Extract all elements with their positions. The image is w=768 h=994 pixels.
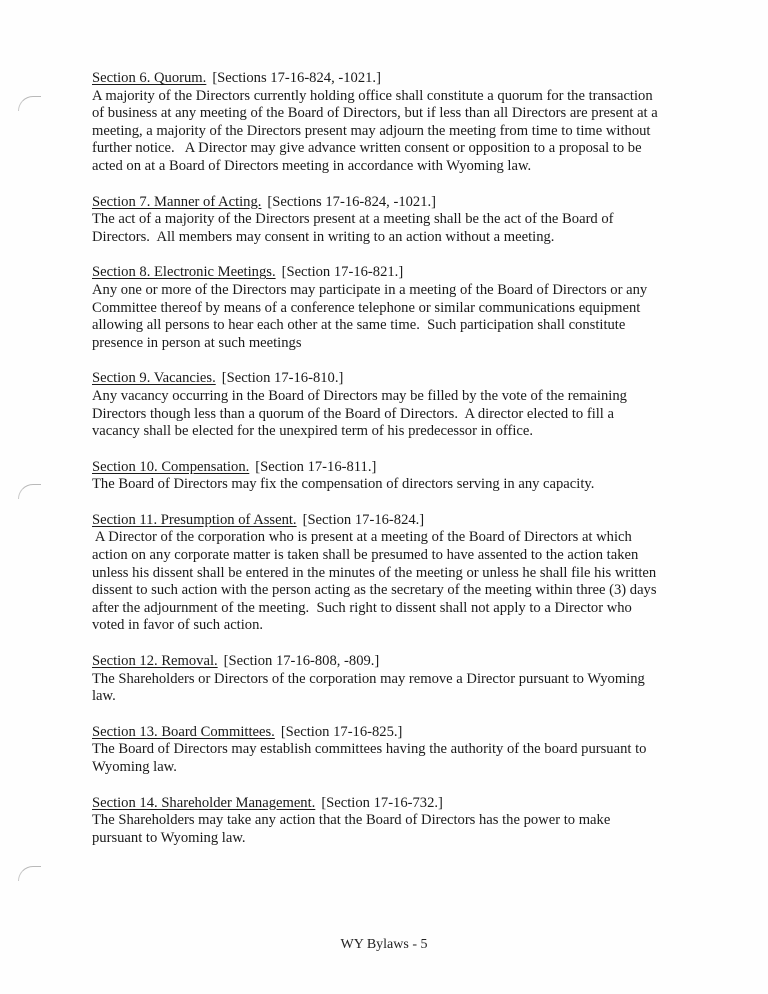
- section-body-line: further notice. A Director may give advance written consent or opposition to a proposal to be: [92, 140, 642, 157]
- scan-hole-mark: [18, 866, 41, 881]
- bylaw-section: [92, 795, 692, 848]
- section-heading: [92, 194, 692, 212]
- section-body-line: The Shareholders may take any action that the Board of Directors has the power to make: [92, 812, 611, 829]
- section-title: Section 6. Quorum.: [92, 70, 207, 86]
- bylaw-section: [92, 70, 692, 176]
- section-title: Section 13. Board Committees.: [92, 723, 275, 740]
- section-body-line: action on any corporate matter is taken shall be presumed to have assented to the action taken: [92, 547, 639, 564]
- section-body-line: Directors. All members may consent in writing to an action without a meeting.: [92, 228, 555, 245]
- bylaw-section: [92, 194, 692, 247]
- scan-hole-mark: [18, 96, 41, 111]
- bylaws-content: [92, 70, 692, 865]
- section-body-line: Any vacancy occurring in the Board of Directors may be filled by the vote of the remaining: [92, 387, 627, 404]
- scan-hole-mark: [18, 484, 41, 499]
- section-citation: [Sections 17-16-824, -1021.]: [212, 70, 381, 86]
- section-body-line: presence in person at such meetings: [92, 334, 302, 351]
- section-body-line: vacancy shall be elected for the unexpired term of his predecessor in office.: [92, 423, 534, 440]
- section-heading: [92, 724, 692, 742]
- section-body-line: A Director of the corporation who is present at a meeting of the Board of Directors at which: [92, 529, 632, 546]
- section-body-line: The Board of Directors may fix the compensation of directors serving in any capacity.: [92, 476, 595, 493]
- section-body-line: The Shareholders or Directors of the corporation may remove a Director pursuant to Wyoming: [92, 670, 645, 687]
- bylaw-section: [92, 724, 692, 777]
- section-body-line: acted on at a Board of Directors meeting in accordance with Wyoming law.: [92, 157, 532, 174]
- section-body-line: The Board of Directors may establish committees having the authority of the board pursuant to: [92, 741, 647, 758]
- section-body-line: voted in favor of such action.: [92, 617, 264, 634]
- section-citation: [Section 17-16-824.]: [302, 511, 425, 528]
- section-body-line: pursuant to Wyoming law.: [92, 829, 246, 846]
- section-heading: [92, 795, 692, 813]
- section-body-line: Wyoming law.: [92, 759, 177, 775]
- section-title: Section 14. Shareholder Management.: [92, 794, 316, 811]
- section-body-line: after the adjournment of the meeting. Such right to dissent shall not apply to a Director who: [92, 599, 632, 616]
- section-heading: [92, 512, 692, 530]
- section-citation: [Section 17-16-821.]: [281, 264, 404, 281]
- section-body-line: unless his dissent shall be entered in the minutes of the meeting or unless he shall file his written: [92, 564, 657, 581]
- section-citation: [Section 17-16-811.]: [255, 458, 377, 475]
- section-citation: [Section 17-16-825.]: [280, 723, 403, 740]
- section-citation: [Section 17-16-810.]: [221, 370, 344, 387]
- section-citation: [Section 17-16-732.]: [321, 794, 443, 811]
- section-body-line: law.: [92, 688, 116, 705]
- section-citation: [Section 17-16-808, -809.]: [223, 653, 380, 670]
- section-title: Section 10. Compensation.: [92, 458, 250, 475]
- section-heading: [92, 459, 692, 477]
- section-title: Section 8. Electronic Meetings.: [92, 264, 276, 281]
- section-title: Section 11. Presumption of Assent.: [92, 511, 297, 528]
- section-heading: [92, 70, 692, 88]
- bylaw-section: [92, 512, 692, 635]
- section-heading: [92, 264, 692, 282]
- section-body-line: Directors though less than a quorum of the Board of Directors. A director elected to fill a: [92, 405, 614, 422]
- section-title: Section 9. Vacancies.: [92, 370, 216, 387]
- section-body-line: The act of a majority of the Directors present at a meeting shall be the act of the Board of: [92, 211, 614, 228]
- section-body-line: of business at any meeting of the Board of Directors, but if less than all Directors are present at a: [92, 105, 658, 122]
- bylaw-section: [92, 459, 692, 494]
- section-heading: [92, 370, 692, 388]
- section-body-line: A majority of the Directors currently holding office shall constitute a quorum for the transaction: [92, 87, 653, 104]
- bylaw-section: [92, 370, 692, 440]
- section-title: Section 7. Manner of Acting.: [92, 193, 262, 210]
- page-footer: WY Bylaws - 5: [340, 937, 428, 952]
- section-heading: [92, 653, 692, 671]
- section-body-line: dissent to such action with the person acting as the secretary of the meeting within three (3) days: [92, 582, 657, 599]
- section-body-line: Committee thereof by means of a conference telephone or similar communications equipment: [92, 299, 641, 316]
- section-title: Section 12. Removal.: [92, 653, 218, 670]
- section-body-line: Any one or more of the Directors may participate in a meeting of the Board of Directors or any: [92, 281, 648, 298]
- section-citation: [Sections 17-16-824, -1021.]: [267, 193, 437, 210]
- section-body-line: meeting, a majority of the Directors present may adjourn the meeting from time to time without: [92, 122, 651, 139]
- bylaw-section: [92, 264, 692, 352]
- bylaw-section: [92, 653, 692, 706]
- section-body-line: allowing all persons to hear each other at the same time. Such participation shall constitute: [92, 317, 626, 334]
